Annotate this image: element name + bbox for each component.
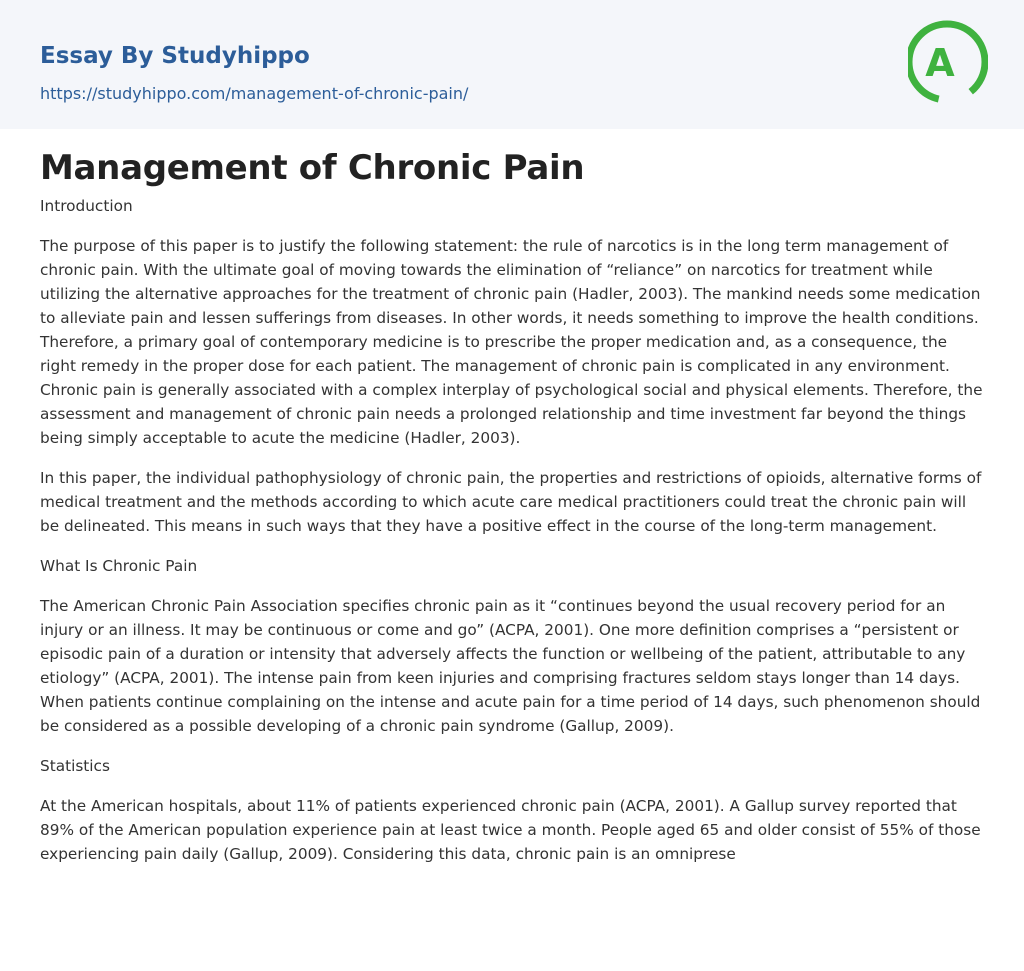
article-body: [40, 146, 986, 866]
svg-text:A: A: [925, 41, 955, 85]
site-header: [0, 0, 1024, 129]
section-heading-introduction: Introduction: [40, 197, 133, 215]
studyhippo-logo-icon[interactable]: [908, 18, 988, 106]
article-url-link[interactable]: https://studyhippo.com/management-of-chronic-pain/: [40, 84, 469, 103]
page-title: Management of Chronic Pain: [40, 148, 585, 188]
paragraph: The American Chronic Pain Association specifies chronic pain as it “continues beyond the usual recovery period for an injury or an illness. It may be continuous or come and go” (ACPA, 2001). One more definition comprises a “persistent or episodic pain of a duration or intensity that adversely affects the function or wellbeing of the patient, attributable to any etiology” (ACPA, 2001). The intense pain from keen injuries and comprising fractures seldom stays longer than 14 days. When patients continue complaining on the intense and acute pain for a time period of 14 days, such phenomenon should be considered as a possible developing of a chronic pain syndrome (Gallup, 2009).: [40, 597, 981, 735]
paragraph: The purpose of this paper is to justify the following statement: the rule of narcotics is in the long term management of chronic pain. With the ultimate goal of moving towards the elimination of “reliance” on narcotics for treatment while utilizing the alternative approaches for the treatment of chronic pain (Hadler, 2003). The mankind needs some medication to alleviate pain and lessen sufferings from diseases. In other words, it needs something to improve the health conditions. Therefore, a primary goal of contemporary medicine is to prescribe the proper medication and, as a consequence, the right remedy in the proper dose for each patient. The management of chronic pain is complicated in any environment. Chronic pain is generally associated with a complex interplay of psychological social and physical elements. Therefore, the assessment and management of chronic pain needs a prolonged relationship and time investment far beyond the things being simply acceptable to acute the medicine (Hadler, 2003).: [40, 237, 983, 447]
paragraph: In this paper, the individual pathophysiology of chronic pain, the properties and restrictions of opioids, alternative forms of medical treatment and the methods according to which acute care medical practitioners could treat the chronic pain will be delineated. This means in such ways that they have a positive effect in the course of the long-term management.: [40, 469, 982, 535]
section-heading-statistics: Statistics: [40, 757, 110, 775]
section-heading-what-is-chronic-pain: What Is Chronic Pain: [40, 557, 198, 575]
site-title[interactable]: Essay By Studyhippo: [40, 43, 310, 69]
paragraph: At the American hospitals, about 11% of patients experienced chronic pain (ACPA, 2001). A Gallup survey reported that 89% of the American population experience pain at least twice a month. People aged 65 and older consist of 55% of those experiencing pain daily (Gallup, 2009). Considering this data, chronic pain is an omniprese: [40, 797, 981, 863]
